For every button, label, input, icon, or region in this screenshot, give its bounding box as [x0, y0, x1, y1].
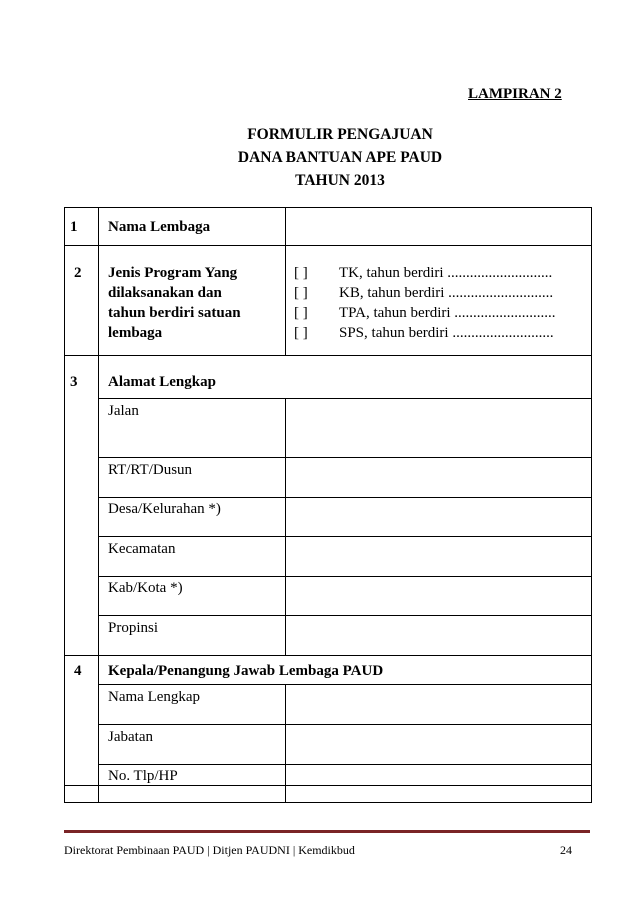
jalan-label: Jalan — [108, 403, 139, 419]
checkbox-bracket[interactable]: [ ] — [294, 265, 308, 281]
program-option-tpa[interactable] — [294, 303, 556, 323]
program-option-sps[interactable] — [294, 323, 554, 343]
jabatan-label: Jabatan — [108, 729, 153, 745]
table-border-bottom — [64, 802, 592, 803]
nama-lengkap-input[interactable] — [286, 685, 591, 724]
table-border-left — [64, 207, 65, 803]
checkbox-bracket[interactable]: [ ] — [294, 285, 308, 301]
form-table — [64, 207, 592, 803]
kab-kota-label: Kab/Kota *) — [108, 580, 183, 596]
footer-text: Direktorat Pembinaan PAUD | Ditjen PAUDNI | Kemdikbud — [64, 843, 355, 857]
page-number: 24 — [560, 843, 572, 857]
alamat-lengkap-label: Alamat Lengkap — [108, 374, 216, 390]
jenis-program-label — [108, 263, 241, 343]
title-line-2: DANA BANTUAN APE PAUD — [237, 149, 443, 166]
checkbox-bracket[interactable]: [ ] — [294, 305, 308, 321]
desa-kelurahan-input[interactable] — [286, 498, 591, 536]
option-label: TPA, tahun berdiri ........................... — [339, 305, 556, 321]
kab-kota-input[interactable] — [286, 577, 591, 615]
row-divider-1 — [64, 245, 592, 246]
program-option-tk[interactable] — [294, 263, 552, 283]
no-tlp-hp-label: No. Tlp/HP — [108, 768, 178, 784]
option-label: TK, tahun berdiri ............................ — [339, 265, 553, 281]
option-label: SPS, tahun berdiri ........................... — [339, 325, 554, 341]
jalan-input[interactable] — [286, 399, 591, 457]
kecamatan-label: Kecamatan — [108, 541, 176, 557]
label-line: Jenis Program Yang — [108, 265, 238, 281]
option-label: KB, tahun berdiri ............................ — [339, 285, 554, 301]
number-column-divider — [98, 207, 99, 803]
nama-lembaga-label: Nama Lembaga — [108, 219, 211, 235]
rt-rw-dusun-input[interactable] — [286, 458, 591, 497]
row-divider-3 — [64, 655, 592, 656]
nama-lembaga-input[interactable] — [286, 208, 591, 245]
desa-kelurahan-label: Desa/Kelurahan *) — [108, 501, 221, 517]
label-line: lembaga — [108, 325, 163, 341]
row-number: 3 — [70, 374, 78, 390]
label-line: tahun berdiri satuan — [108, 305, 241, 321]
propinsi-input[interactable] — [286, 616, 591, 655]
kecamatan-input[interactable] — [286, 537, 591, 576]
title-line-3: TAHUN 2013 — [295, 172, 385, 189]
rt-rw-dusun-label: RT/RT/Dusun — [108, 462, 193, 478]
row-number: 2 — [74, 265, 82, 281]
lampiran-label: LAMPIRAN 2 — [468, 86, 562, 102]
footer-divider — [64, 830, 590, 833]
propinsi-label: Propinsi — [108, 620, 159, 636]
form-title — [190, 123, 490, 192]
row-number: 1 — [70, 219, 78, 235]
label-line: dilaksanakan dan — [108, 285, 222, 301]
kepala-label: Kepala/Penangung Jawab Lembaga PAUD — [108, 663, 384, 679]
no-tlp-hp-input[interactable] — [286, 765, 591, 785]
table-border-right — [591, 207, 592, 803]
row-divider-2 — [64, 355, 592, 356]
checkbox-bracket[interactable]: [ ] — [294, 325, 308, 341]
jabatan-input[interactable] — [286, 725, 591, 764]
row-number: 4 — [74, 663, 82, 679]
title-line-1: FORMULIR PENGAJUAN — [247, 126, 433, 143]
nama-lengkap-label: Nama Lengkap — [108, 689, 201, 705]
program-option-kb[interactable] — [294, 283, 553, 303]
